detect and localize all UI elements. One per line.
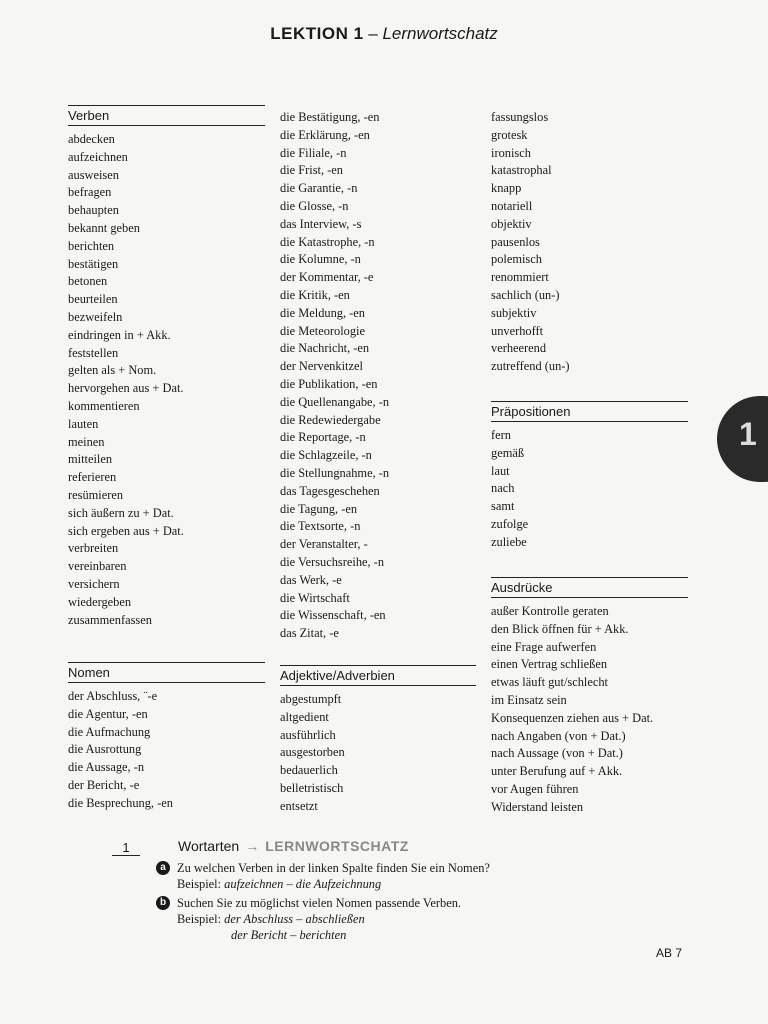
exercise-section-link: LERNWORTSCHATZ [265,838,409,854]
adjective-item: verheerend [491,341,547,356]
exercise-title [178,838,409,854]
noun-item: die Redewiedergabe [280,412,381,427]
prepositions-list [491,427,688,552]
verb-item: bekannt geben [68,220,140,235]
chapter-tab-number: 1 [739,416,757,452]
verb-item: kommentieren [68,398,140,413]
verb-item: versichern [68,576,120,591]
noun-item: die Schlagzeile, -n [280,448,372,463]
verbs-section [68,105,265,629]
expression-item: nach Angaben (von + Dat.) [491,728,626,743]
noun-item: die Erklärung, -en [280,127,370,142]
noun-item: der Veranstalter, - [280,537,368,552]
expression-item: etwas läuft gut/schlecht [491,675,608,690]
task-b-example-text-1: der Abschluss – abschließen [224,912,365,926]
noun-item: der Abschluss, ¨-e [68,689,158,703]
verb-item: zusammenfassen [68,612,152,627]
verb-item: wiedergeben [68,594,132,609]
adjective-item: sachlich (un-) [491,287,560,302]
adjectives-continued-section [491,109,688,376]
expressions-section [491,577,688,817]
task-b [156,895,696,943]
adjectives-heading: Adjektive/Adverbien [280,665,476,686]
preposition-item: samt [491,499,515,514]
noun-item: die Versuchsreihe, -n [280,554,385,569]
nouns-continued-list [280,109,480,643]
arrow-right-icon: → [245,838,260,854]
task-a-example-text: aufzeichnen – die Aufzeichnung [224,877,382,891]
task-a-marker: a [156,861,170,875]
verb-item: abdecken [68,132,115,146]
preposition-item: zuliebe [491,534,527,549]
adjective-item: pausenlos [491,234,540,249]
noun-item: die Textsorte, -n [280,519,361,534]
verb-item: sich äußern zu + Dat. [68,505,174,520]
verb-item: sich ergeben aus + Dat. [68,523,184,538]
verb-item: feststellen [68,345,119,360]
noun-item: die Kritik, -en [280,287,350,302]
adjective-item: ausführlich [280,727,336,742]
noun-item: die Reportage, -n [280,430,366,445]
verb-item: beurteilen [68,292,118,307]
expression-item: einen Vertrag schließen [491,657,608,672]
prepositions-section [491,401,688,552]
noun-item: der Kommentar, -e [280,270,374,285]
verbs-list [68,131,265,629]
expression-item: vor Augen führen [491,781,579,796]
expression-item: eine Frage aufwerfen [491,639,597,654]
verb-item: aufzeichnen [68,149,128,164]
verb-item: betonen [68,274,108,289]
expression-item: außer Kontrolle geraten [491,604,609,618]
noun-item: das Interview, -s [280,216,362,231]
expression-item: Widerstand leisten [491,799,584,814]
adjective-item: grotesk [491,127,528,142]
noun-item: die Ausrottung [68,742,142,757]
expression-item: im Einsatz sein [491,692,567,707]
noun-item: die Publikation, -en [280,376,378,391]
verb-item: befragen [68,185,112,200]
task-a-example [177,876,696,892]
expression-item: Konsequenzen ziehen aus + Dat. [491,710,654,725]
noun-item: die Glosse, -n [280,198,349,213]
prepositions-heading: Präpositionen [491,401,688,422]
expressions-list [491,603,688,817]
noun-item: der Bericht, -e [68,777,140,792]
noun-item: die Stellungnahme, -n [280,465,390,480]
adjectives-section [280,665,476,816]
adjective-item: entsetzt [280,798,318,813]
preposition-item: nach [491,481,515,496]
verb-item: mitteilen [68,452,113,467]
verbs-heading: Verben [68,105,265,126]
adjective-item: knapp [491,181,522,196]
task-b-marker: b [156,896,170,910]
task-b-text: Suchen Sie zu möglichst vielen Nomen passende Verben. [177,896,462,910]
task-a-text: Zu welchen Verben in der linken Spalte finden Sie ein Nomen? [177,861,490,875]
adjective-item: objektiv [491,216,532,231]
title-dash: – [368,24,378,43]
verb-item: verbreiten [68,541,119,556]
verb-item: bezweifeln [68,309,123,324]
nouns-heading: Nomen [68,662,265,683]
expression-item: nach Aussage (von + Dat.) [491,746,623,761]
task-b-example-2 [177,927,696,943]
expression-item: den Blick öffnen für + Akk. [491,621,629,636]
noun-item: die Wirtschaft [280,590,350,605]
verb-item: ausweisen [68,167,119,182]
verb-item: meinen [68,434,105,449]
preposition-item: laut [491,463,510,478]
page-number: AB 7 [656,946,683,960]
task-a [156,860,696,892]
noun-item: die Meteorologie [280,323,365,338]
adjective-item: subjektiv [491,305,537,320]
adjective-item: polemisch [491,252,542,267]
adjective-item: notariell [491,198,533,213]
lesson-subtitle: Lernwortschatz [382,24,498,43]
preposition-item: fern [491,428,511,442]
noun-item: die Garantie, -n [280,181,358,196]
adjective-item: katastrophal [491,163,552,178]
nouns-section [68,662,265,813]
noun-item: die Tagung, -en [280,501,358,516]
noun-item: das Werk, -e [280,572,342,587]
verb-item: resümieren [68,487,124,502]
verb-item: berichten [68,238,115,253]
noun-item: der Nervenkitzel [280,359,363,374]
adjective-item: unverhofft [491,323,544,338]
noun-item: die Meldung, -en [280,305,365,320]
verb-item: eindringen in + Akk. [68,327,171,342]
verb-item: gelten als + Nom. [68,363,157,378]
adjective-item: renommiert [491,270,549,285]
noun-item: die Frist, -en [280,163,343,178]
noun-item: die Wissenschaft, -en [280,608,386,623]
noun-item: die Nachricht, -en [280,341,370,356]
adjective-item: abgestumpft [280,692,342,706]
page-title [0,24,768,44]
noun-item: die Filiale, -n [280,145,347,160]
verb-item: hervorgehen aus + Dat. [68,381,184,396]
preposition-item: zufolge [491,516,529,531]
chapter-tab-badge [717,396,768,482]
nouns-list [68,688,265,813]
task-b-example-text-2: der Bericht – berichten [231,928,347,942]
verb-item: lauten [68,416,99,431]
exercise-number: 1 [112,840,140,856]
task-b-example-label: Beispiel: [177,912,222,926]
noun-item: die Katastrophe, -n [280,234,375,249]
noun-item: die Quellenangabe, -n [280,394,390,409]
verb-item: referieren [68,470,117,485]
noun-item: die Aussage, -n [68,760,145,775]
task-a-example-label: Beispiel: [177,877,222,891]
lesson-label: LEKTION 1 [270,24,364,43]
adjective-item: zutreffend (un-) [491,359,570,374]
nouns-continued-section [280,109,480,643]
noun-item: das Zitat, -e [280,626,339,641]
adjective-item: ausgestorben [280,745,345,760]
noun-item: die Aufmachung [68,724,151,739]
verb-item: bestätigen [68,256,119,271]
verb-item: behaupten [68,203,119,218]
adjective-item: fassungslos [491,110,549,124]
adjectives-continued-list [491,109,688,376]
noun-item: die Agentur, -en [68,706,148,721]
adjective-item: bedauerlich [280,763,338,778]
verb-item: vereinbaren [68,559,127,574]
adjectives-list [280,691,476,816]
adjective-item: ironisch [491,145,531,160]
noun-item: das Tagesgeschehen [280,483,380,498]
expression-item: unter Berufung auf + Akk. [491,764,623,779]
task-b-example [177,911,696,927]
expressions-heading: Ausdrücke [491,577,688,598]
exercise-title-text: Wortarten [178,838,240,854]
adjective-item: altgedient [280,709,329,724]
adjective-item: belletristisch [280,780,344,795]
noun-item: die Bestätigung, -en [280,110,380,124]
noun-item: die Kolumne, -n [280,252,361,267]
preposition-item: gemäß [491,445,525,460]
noun-item: die Besprechung, -en [68,795,173,810]
